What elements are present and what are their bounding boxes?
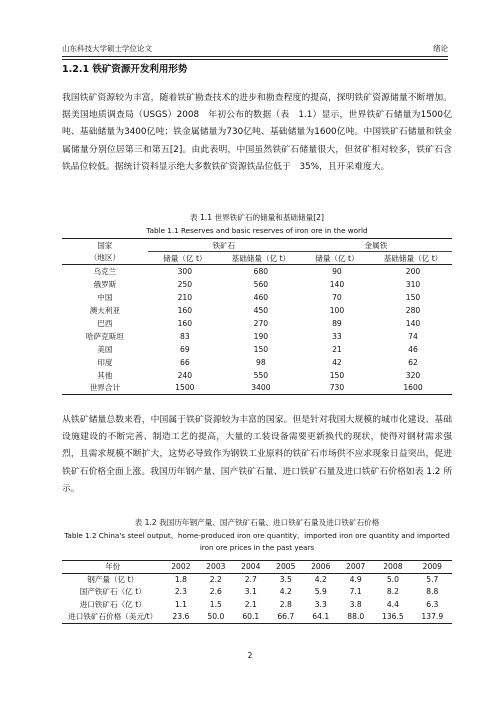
table-cell: 450 (253, 305, 269, 315)
table-cell: 钢产量（亿 t） (87, 575, 139, 585)
table-cell: 200 (405, 266, 421, 276)
table-cell: 3.1 (244, 587, 257, 597)
section-title: 1.2.1 铁矿资源开发利用形势 (62, 64, 188, 75)
table-cell: 270 (253, 318, 269, 328)
table-cell: 21 (332, 344, 342, 354)
table-cell: 3.3 (314, 600, 327, 610)
table2-header-row (62, 561, 452, 574)
table2-caption-en: Table 1.2 China's steel output、home-produced iron ore quantity、imported iron ore quantity and imported iron ore prices in the past years (64, 531, 450, 552)
table-cell: 150 (329, 370, 345, 380)
table-row (62, 291, 452, 304)
table-header-cell: 2003 (198, 561, 233, 574)
table-row (62, 369, 452, 382)
table-cell: 280 (405, 305, 421, 315)
table-cell: 137.9 (413, 611, 452, 624)
table-cell: 1500 (148, 382, 222, 395)
table-cell: 2.8 (279, 600, 292, 610)
table1-caption-zh: 表 1.1 世界铁矿石的储量和基础储量[2] (190, 213, 324, 222)
table-cell: 7.1 (349, 587, 362, 597)
table-cell: 8.2 (386, 587, 399, 597)
table-cell: 5.7 (426, 575, 439, 585)
table-cell: 136.5 (373, 611, 412, 624)
table-header-cell: 2004 (233, 561, 268, 574)
page-number: 2 (247, 651, 253, 660)
table-cell: 33 (332, 331, 342, 341)
table-cell: 60.1 (233, 611, 268, 624)
table-cell: 42 (332, 357, 342, 367)
table-cell: 160 (177, 318, 193, 328)
table-cell: 3.5 (279, 575, 292, 585)
table-2 (62, 560, 452, 624)
table-cell: 310 (405, 279, 421, 289)
running-header (62, 44, 448, 57)
col-country: 国家 (62, 239, 148, 252)
table-cell: 澳大利亚 (89, 305, 121, 315)
table-cell: 4.4 (386, 600, 399, 610)
table-header-cell: 年份 (62, 561, 163, 574)
table-row (62, 586, 452, 599)
table-row (62, 265, 452, 278)
table-cell: 哈萨克斯坦 (85, 331, 124, 341)
table-cell: 150 (405, 292, 421, 302)
table-cell: 89 (332, 318, 342, 328)
table-cell: 1.5 (209, 600, 222, 610)
table-cell: 190 (253, 331, 269, 341)
table-cell: 3.8 (349, 600, 362, 610)
table-row (62, 598, 452, 611)
table-row (62, 356, 452, 369)
table-cell: 6.3 (426, 600, 439, 610)
group-ore: 铁矿石 (148, 239, 300, 252)
table-row (62, 330, 452, 343)
table-header-cell: 2009 (413, 561, 452, 574)
table-header-cell: 2007 (338, 561, 373, 574)
table-cell: 140 (405, 318, 421, 328)
table-row-total (62, 382, 452, 395)
table-cell: 俄罗斯 (93, 279, 117, 289)
table-cell: 进口铁矿石（亿 t） (79, 600, 146, 610)
paragraph-1: 我国铁矿资源较为丰富，随着铁矿勘查技术的进步和勘查程度的提高，探明铁矿资源储量不断增加。据美国地质调查局（USGS）2008 年初公布的数据（表 1.1）显示，世界铁矿石储量为1500亿吨、基础储量为3400亿吨；铁金属储量为730亿吨、基础储量为1600亿吨。中国铁矿石储量和铁金属储量分别位居第三和第五[2]。由此表明，中国虽然铁矿石储量很大，但贫矿相对较多，铁矿石含铁品位较低。据统计资料显示绝大多数铁矿资源铁品位低于 35%，且开采难度大。 (62, 93, 452, 172)
table-header-cell: 2002 (163, 561, 198, 574)
table-cell: 90 (332, 266, 342, 276)
table-cell: 62 (408, 357, 418, 367)
table-cell: 64.1 (303, 611, 338, 624)
table-row (62, 573, 452, 586)
table-cell: 4.2 (314, 575, 327, 585)
sub-base-2: 基础储量（亿 t） (374, 252, 452, 265)
header-right: 绪论 (433, 44, 448, 53)
table-cell: 3400 (222, 382, 300, 395)
table-cell: 300 (177, 266, 193, 276)
table-cell: 100 (329, 305, 345, 315)
table-header-cell: 2005 (268, 561, 303, 574)
table-row (62, 317, 452, 330)
table-cell: 其他 (97, 370, 113, 380)
table-cell: 1600 (374, 382, 452, 395)
table-cell: 2.2 (209, 575, 222, 585)
table-cell: 中国 (97, 292, 113, 302)
paragraph-2: 从铁矿储量总数来看，中国属于铁矿资源较为丰富的国家。但是针对我国大规模的城市化建设、基础设施建设的不断完善、制造工艺的提高，大量的工装设备需要更新换代的现状，使得对钢材需求强烈，且需求规模不断扩大，这势必导致作为钢铁工业原料的铁矿石市场供不应求现象日益突出，促进铁矿石价格全面上涨。我国历年钢产量、国产铁矿石量、进口铁矿石量及进口铁矿石价格如表 1.2 所示。 (62, 415, 452, 494)
sub-reserve-2: 储量（亿 t） (300, 252, 374, 265)
table-row (62, 343, 452, 356)
table-cell: 4.2 (279, 587, 292, 597)
sub-base: 基础储量（亿 t） (222, 252, 300, 265)
table-cell: 4.9 (349, 575, 362, 585)
table-cell: 1.1 (174, 600, 187, 610)
table-cell: 88.0 (338, 611, 373, 624)
table-cell: 460 (253, 292, 269, 302)
col-region: （地区） (62, 252, 148, 265)
table-cell: 巴西 (97, 318, 113, 328)
table-cell: 2.7 (244, 575, 257, 585)
table-row (62, 278, 452, 291)
table-cell: 160 (177, 305, 193, 315)
table-cell: 50.0 (198, 611, 233, 624)
table-cell: 乌克兰 (93, 266, 117, 276)
table-cell: 印度 (97, 357, 113, 367)
group-metal: 金属铁 (300, 239, 452, 252)
table-header-cell: 2008 (373, 561, 412, 574)
table-row (62, 304, 452, 317)
table-1 (62, 238, 452, 395)
table-cell: 69 (180, 344, 190, 354)
table-cell: 国产铁矿石（亿 t） (79, 587, 146, 597)
table-cell: 150 (253, 344, 269, 354)
table-cell: 680 (253, 266, 269, 276)
table-cell: 140 (329, 279, 345, 289)
table-cell: 70 (332, 292, 342, 302)
table-cell: 560 (253, 279, 269, 289)
table-cell: 1.8 (174, 575, 187, 585)
table-cell: 23.6 (163, 611, 198, 624)
table-cell: 83 (180, 331, 190, 341)
sub-reserve: 储量（亿 t） (148, 252, 222, 265)
table-cell: 2.1 (244, 600, 257, 610)
table-cell: 240 (177, 370, 193, 380)
table-cell: 550 (253, 370, 269, 380)
table-cell: 46 (408, 344, 418, 354)
table-cell: 66.7 (268, 611, 303, 624)
table-cell: 250 (177, 279, 193, 289)
table1-caption-en: Table 1.1 Reserves and basic reserves of iron ore in the world (146, 226, 368, 235)
table-cell: 5.9 (314, 587, 327, 597)
table-cell: 74 (408, 331, 418, 341)
table-cell: 2.3 (174, 587, 187, 597)
table-cell: 世界合计 (62, 382, 148, 395)
table-cell: 320 (405, 370, 421, 380)
table-cell: 进口铁矿石价格（美元/t） (62, 611, 163, 624)
table-cell: 5.0 (386, 575, 399, 585)
header-left: 山东科技大学硕士学位论文 (62, 44, 152, 53)
table-cell: 美国 (97, 344, 113, 354)
table-header-cell: 2006 (303, 561, 338, 574)
table-cell: 730 (300, 382, 374, 395)
table-cell: 8.8 (426, 587, 439, 597)
table-cell: 2.6 (209, 587, 222, 597)
table2-caption-zh: 表 1.2 我国历年钢产量、国产铁矿石量、进口铁矿石量及进口铁矿石价格 (134, 518, 380, 527)
table-cell: 98 (256, 357, 266, 367)
table-row (62, 611, 452, 624)
table-cell: 210 (177, 292, 193, 302)
table-cell: 66 (180, 357, 190, 367)
